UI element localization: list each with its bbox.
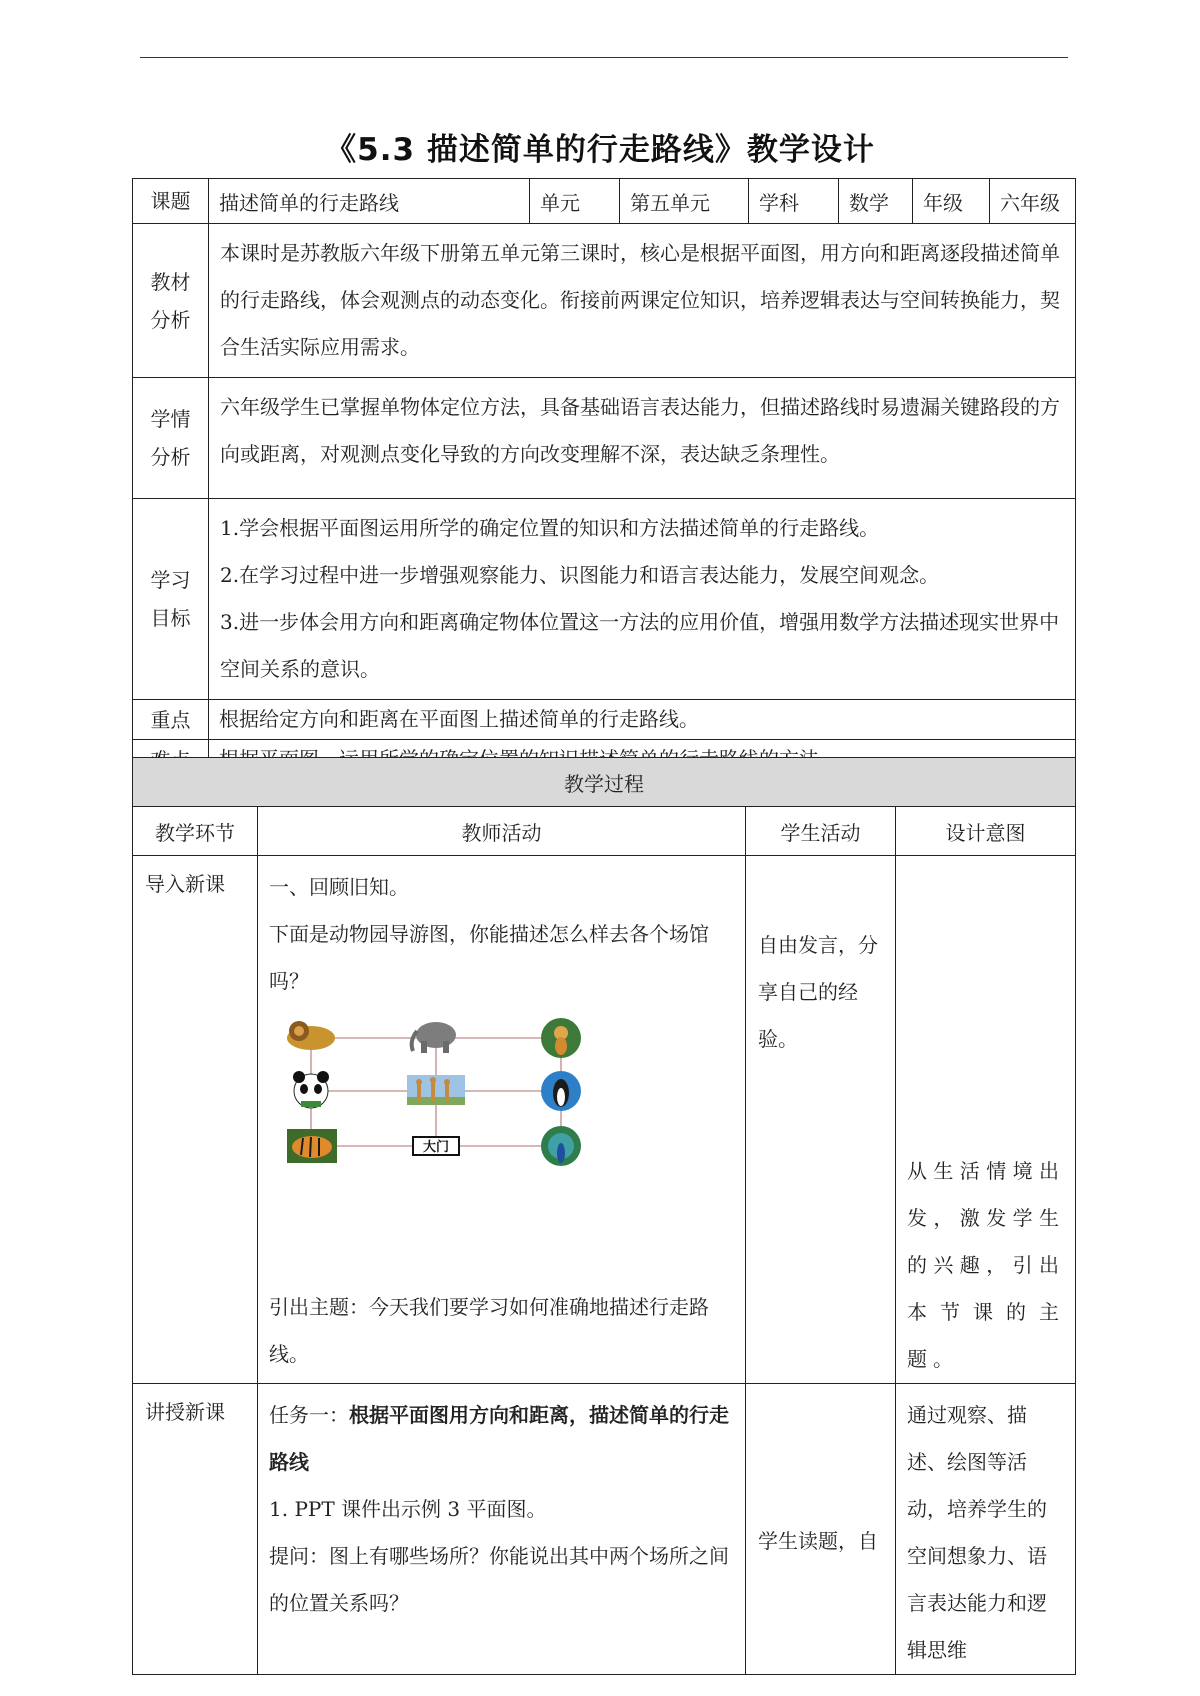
material-analysis-row [133, 224, 1076, 378]
key-point-text: 根据给定方向和距离在平面图上描述简单的行走路线。 [209, 700, 1076, 740]
giraffe-icon [407, 1075, 465, 1105]
column-header-intent: 设计意图 [896, 807, 1076, 856]
zoo-map-diagram [271, 1013, 591, 1188]
material-analysis-label: 教材 分析 [133, 224, 209, 378]
column-header-teacher: 教师活动 [258, 807, 746, 856]
objective-item: 3.进一步体会用方向和距离确定物体位置这一方法的应用价值，增强用数学方法描述现实世界中空间关系的意识。 [220, 610, 1060, 681]
activity-question: 提问：图上有哪些场所？你能说出其中两个场所之间的位置关系吗？ [269, 1544, 729, 1615]
zoo-map-svg [271, 1013, 591, 1188]
material-analysis-text: 本课时是苏教版六年级下册第五单元第三课时，核心是根据平面图，用方向和距离逐段描述简单的行走路线，体会观测点的动态变化。衔接前两课定位知识，培养逻辑表达与空间转换能力，契合生活实际应用需求。 [209, 224, 1076, 378]
student-analysis-label: 学情 分析 [133, 378, 209, 499]
student-analysis-text: 六年级学生已掌握单物体定位方法，具备基础语言表达能力，但描述路线时易遗漏关键路段的方向或距离，对观测点变化导致的方向改变理解不深，表达缺乏条理性。 [209, 378, 1076, 499]
design-intent-text: 从生活情境出发，激发学生的兴趣，引出本节课的主题。 [907, 1159, 1065, 1371]
cell-spacer [758, 856, 883, 922]
peacock-icon [541, 1126, 581, 1166]
teacher-activity-cell [258, 1384, 746, 1675]
page-title: 《5.3 描述简单的行走路线》教学设计 [325, 132, 875, 168]
activity-prompt: 下面是动物园导游图，你能描述怎么样去各个场馆吗？ [269, 922, 709, 993]
discipline-label: 学科 [749, 179, 839, 224]
penguin-icon [541, 1071, 581, 1111]
process-title-row [133, 758, 1076, 807]
gate-icon [413, 1137, 459, 1155]
unit-label: 单元 [530, 179, 620, 224]
design-intent-cell [896, 856, 1076, 1384]
process-title: 教学过程 [133, 758, 1076, 807]
student-activity-text: 自由发言，分享自己的经验。 [758, 933, 878, 1051]
discipline-value: 数学 [839, 179, 913, 224]
objective-item: 2.在学习过程中进一步增强观察能力、识图能力和语言表达能力，发展空间观念。 [220, 563, 940, 587]
stage-cell: 导入新课 [133, 856, 258, 1384]
process-header-row [133, 807, 1076, 856]
panda-icon [293, 1071, 329, 1108]
column-header-student: 学生活动 [746, 807, 896, 856]
objective-item: 1.学会根据平面图运用所学的确定位置的知识和方法描述简单的行走路线。 [220, 516, 880, 540]
activity-closing: 引出主题：今天我们要学习如何准确地描述行走路线。 [269, 1295, 709, 1366]
student-activity-cell [746, 856, 896, 1384]
task-line [269, 1392, 735, 1486]
column-header-stage: 教学环节 [133, 807, 258, 856]
objectives-list [209, 499, 1076, 700]
stage-cell: 讲授新课 [133, 1384, 258, 1675]
elephant-icon [412, 1022, 456, 1053]
process-row-new-lesson [133, 1384, 1076, 1675]
lion-icon [287, 1021, 335, 1050]
info-row [133, 179, 1076, 224]
activity-step: 1. PPT 课件出示例 3 平面图。 [269, 1497, 547, 1521]
student-activity-text: 学生读题，自 [758, 1529, 878, 1553]
task-title: 根据平面图用方向和距离，描述简单的行走路线 [269, 1403, 729, 1474]
objectives-row [133, 499, 1076, 700]
monkey-icon [541, 1018, 581, 1058]
key-point-row [133, 700, 1076, 740]
tiger-icon [287, 1129, 337, 1163]
design-intent-cell [896, 1384, 1076, 1675]
design-intent-text: 通过观察、描述、绘图等活动，培养学生的空间想象力、语言表达能力和逻辑思维 [907, 1403, 1047, 1662]
student-analysis-row [133, 378, 1076, 499]
activity-heading: 一、回顾旧知。 [269, 875, 409, 899]
grade-label: 年级 [913, 179, 990, 224]
teacher-activity-cell [258, 856, 746, 1384]
subject-label: 课题 [133, 179, 209, 224]
activity-spacer [269, 1194, 735, 1284]
cell-spacer [907, 856, 1065, 1148]
task-prefix: 任务一： [269, 1403, 349, 1427]
gate-label: 大门 [422, 1140, 450, 1155]
process-row-intro [133, 856, 1076, 1384]
grade-value: 六年级 [990, 179, 1076, 224]
subject-value: 描述简单的行走路线 [209, 179, 530, 224]
header-rule [140, 57, 1068, 58]
unit-value: 第五单元 [620, 179, 749, 224]
cell-spacer [758, 1384, 883, 1518]
student-activity-cell [746, 1384, 896, 1675]
lesson-info-table [132, 178, 1076, 780]
teaching-process-table [132, 757, 1076, 1675]
objectives-label: 学习 目标 [133, 499, 209, 700]
key-point-label: 重点 [133, 700, 209, 740]
